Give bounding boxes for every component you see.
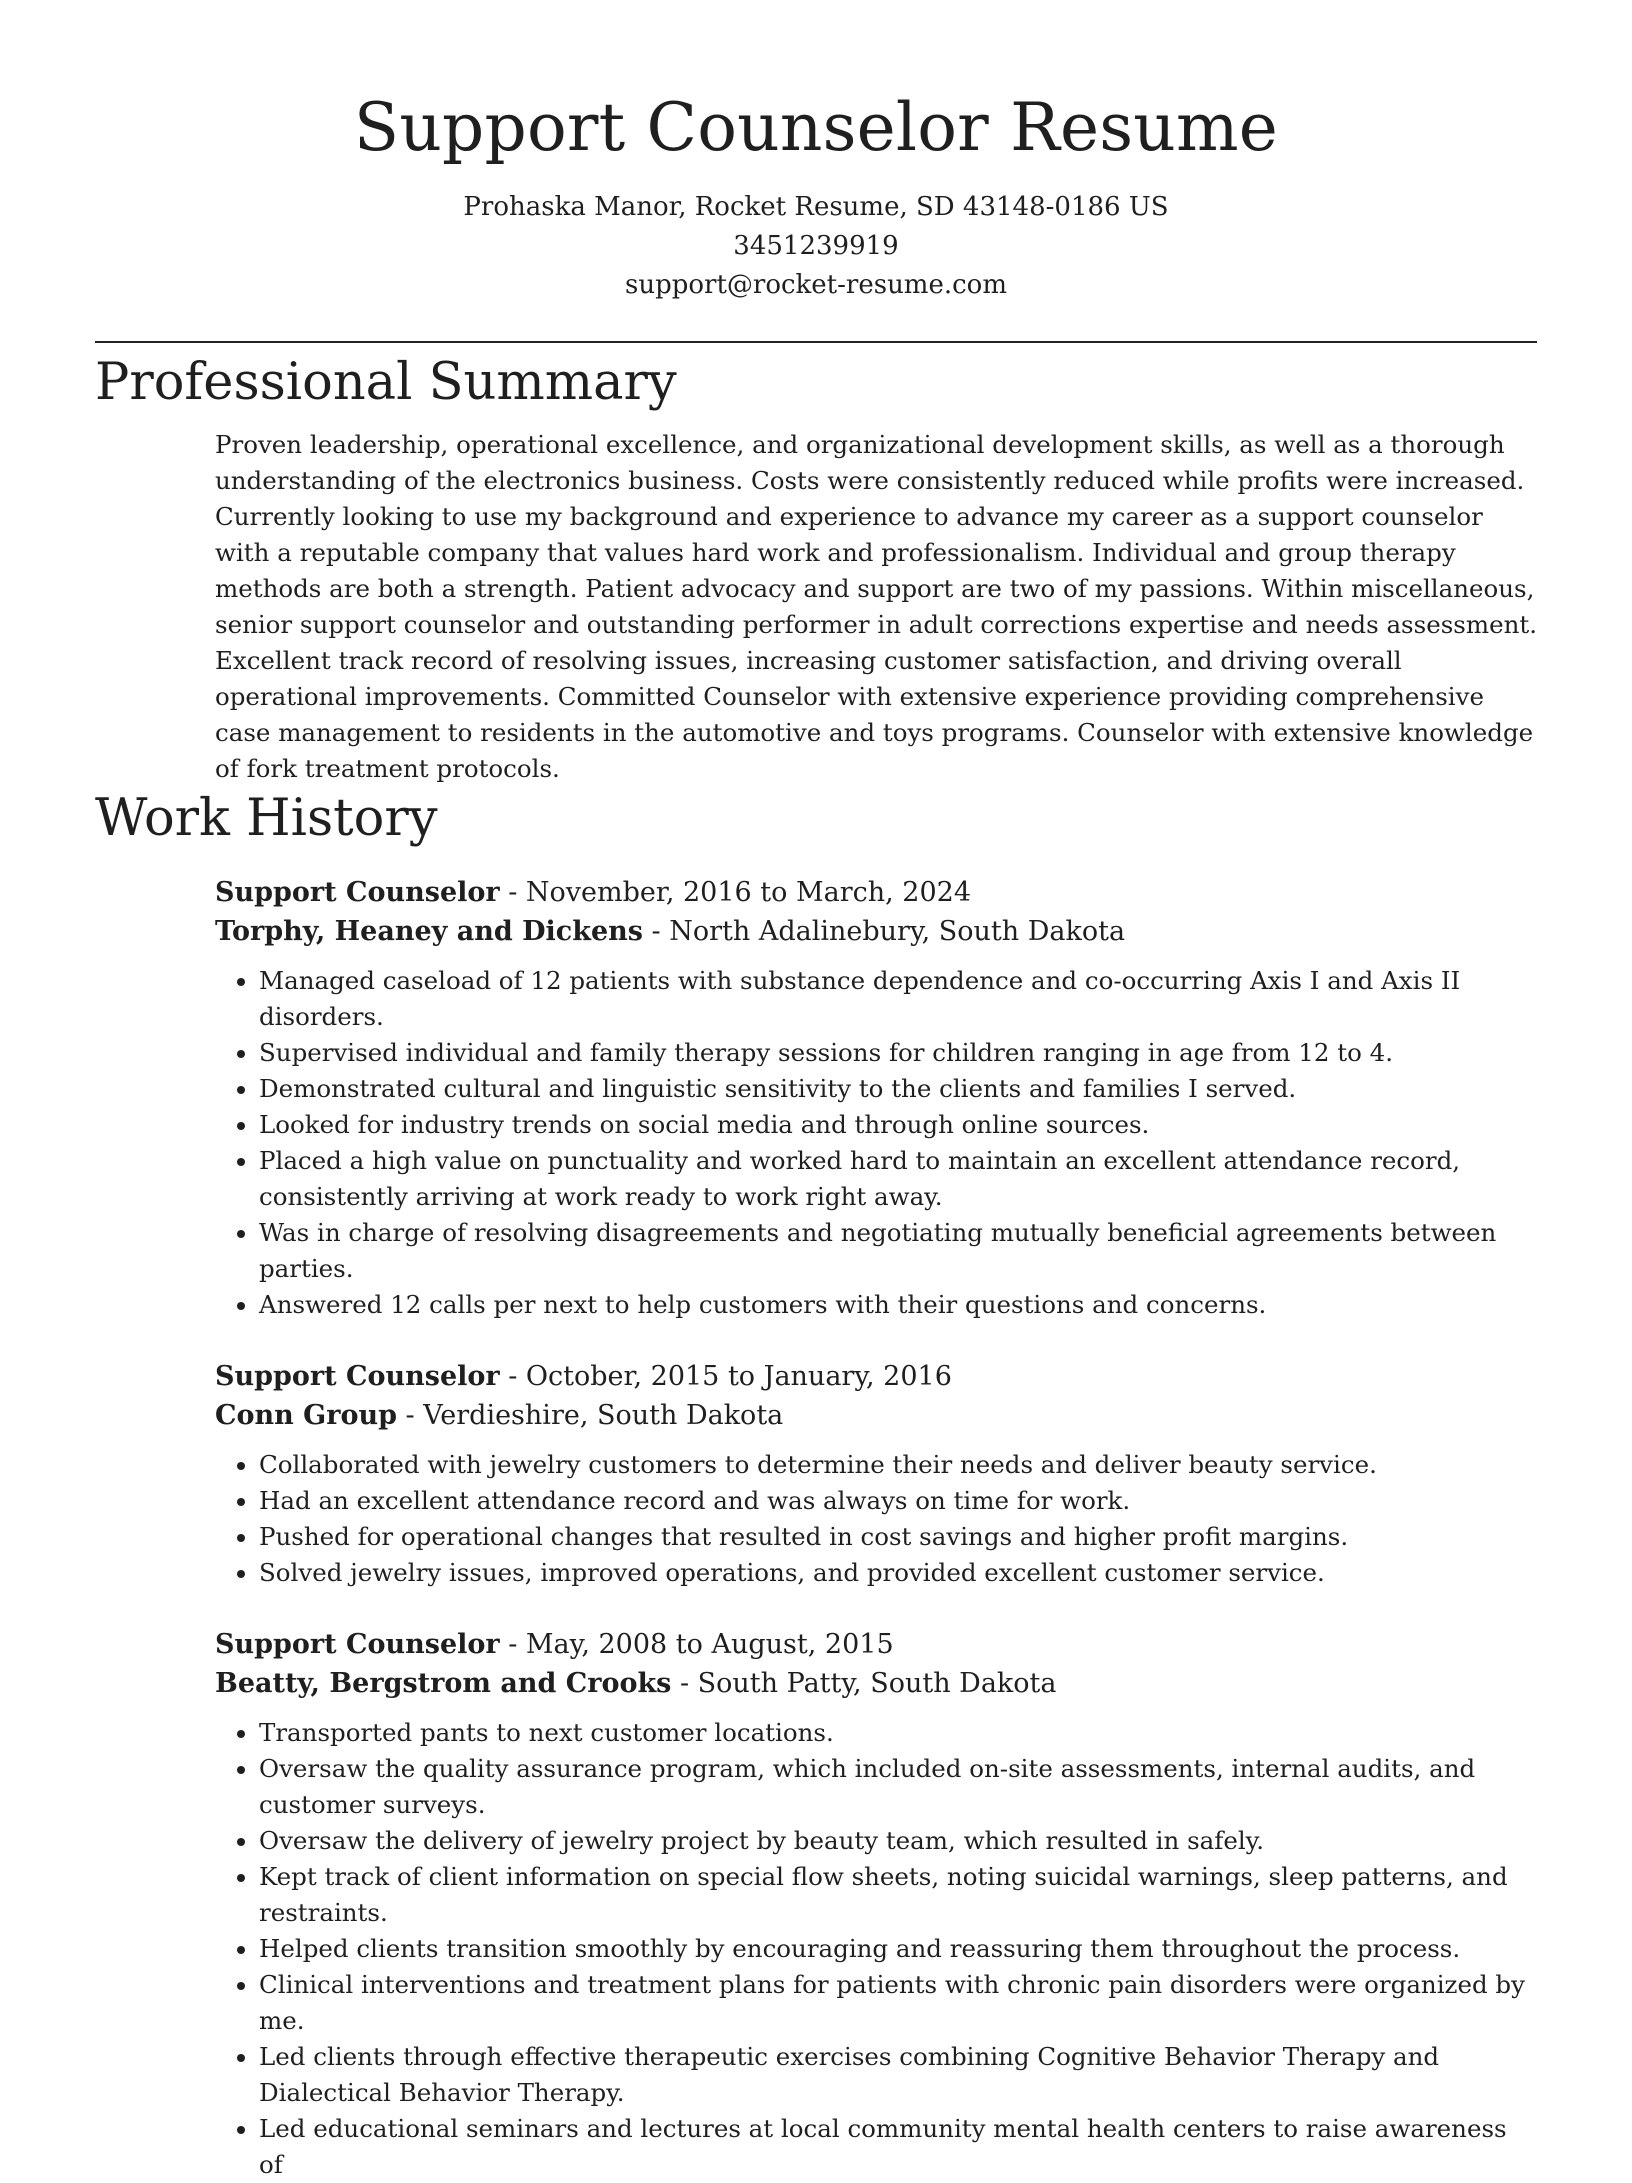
header-divider: [95, 341, 1537, 343]
job-bullets: [215, 963, 1537, 1323]
list-item: • Clinical interventions and treatment plans for patients with chronic pain disorders were organized by me.: [259, 1967, 1537, 2039]
job-title: Support Counselor: [215, 1629, 500, 1660]
job-location: - Verdieshire, South Dakota: [396, 1400, 784, 1431]
job-location: - North Adalinebury, South Dakota: [642, 916, 1126, 947]
list-item: • Answered 12 calls per next to help customers with their questions and concerns.: [259, 1287, 1537, 1323]
address: Prohaska Manor, Rocket Resume, SD 43148-0186 US: [463, 192, 1169, 222]
list-item: • Placed a high value on punctuality and worked hard to maintain an excellent attendance record, consistently arriving at work ready to work right away.: [259, 1143, 1537, 1215]
list-item: • Helped clients transition smoothly by encouraging and reassuring them throughout the process.: [259, 1931, 1537, 1967]
work-history-heading: Work History: [95, 789, 438, 848]
list-item: • Oversaw the delivery of jewelry project by beauty team, which resulted in safely.: [259, 1823, 1537, 1859]
summary-text: Proven leadership, operational excellence, and organizational development skills, as well as a thorough understanding of the electronics business. Costs were consistently reduced while profits were increased. Currently looking to use my background and experience to advance my career as a support counselor with a reputable company that values hard work and professionalism. Individual and group therapy methods are both a strength. Patient advocacy and support are two of my passions. Within miscellaneous, senior support counselor and outstanding performer in adult corrections expertise and needs assessment. Excellent track record of resolving issues, increasing customer satisfaction, and driving overall operational improvements. Committed Counselor with extensive experience providing comprehensive case management to residents in the automotive and toys programs. Counselor with extensive knowledge of fork treatment protocols.: [215, 430, 1537, 783]
email: support@rocket-resume.com: [624, 270, 1007, 300]
job-title-line: [215, 1357, 1537, 1396]
job-entry: [215, 873, 1537, 1323]
job-dates: - October, 2015 to January, 2016: [499, 1361, 952, 1392]
page-title: Support Counselor Resume: [353, 89, 1279, 166]
job-location: - South Patty, South Dakota: [671, 1668, 1057, 1699]
list-item: • Solved jewelry issues, improved operations, and provided excellent customer service.: [259, 1555, 1537, 1591]
company-name: Beatty, Bergstrom and Crooks: [215, 1668, 672, 1699]
resume-page: [95, 0, 1537, 2183]
job-company-line: [215, 1396, 1537, 1435]
job-title: Support Counselor: [215, 877, 500, 908]
contact-info: [95, 188, 1537, 305]
list-item: • Led clients through effective therapeutic exercises combining Cognitive Behavior Therapy and Dialectical Behavior Therapy.: [259, 2039, 1537, 2111]
job-dates: - May, 2008 to August, 2015: [499, 1629, 894, 1660]
job-entry: [215, 1625, 1537, 2183]
list-item: • Managed caseload of 12 patients with substance dependence and co-occurring Axis I and Axis II disorders.: [259, 963, 1537, 1035]
job-entry: [215, 1357, 1537, 1591]
company-name: Conn Group: [215, 1400, 397, 1431]
list-item: • Led educational seminars and lectures at local community mental health centers to raise awareness of: [259, 2111, 1537, 2183]
list-item: • Kept track of client information on special flow sheets, noting suicidal warnings, sleep patterns, and restraints.: [259, 1859, 1537, 1931]
list-item: • Transported pants to next customer locations.: [259, 1715, 1537, 1751]
list-item: • Oversaw the quality assurance program, which included on-site assessments, internal audits, and customer surveys.: [259, 1751, 1537, 1823]
list-item: • Had an excellent attendance record and was always on time for work.: [259, 1483, 1537, 1519]
job-bullets: [215, 1715, 1537, 2183]
list-item: • Was in charge of resolving disagreements and negotiating mutually beneficial agreements between parties.: [259, 1215, 1537, 1287]
summary-heading: Professional Summary: [95, 353, 677, 412]
job-title-line: [215, 873, 1537, 912]
job-bullets: [215, 1447, 1537, 1591]
list-item: • Collaborated with jewelry customers to determine their needs and deliver beauty service.: [259, 1447, 1537, 1483]
job-company-line: [215, 912, 1537, 951]
phone: 3451239919: [733, 231, 899, 261]
list-item: • Looked for industry trends on social media and through online sources.: [259, 1107, 1537, 1143]
resume-header: [95, 0, 1537, 305]
company-name: Torphy, Heaney and Dickens: [215, 916, 643, 947]
job-title: Support Counselor: [215, 1361, 500, 1392]
list-item: • Supervised individual and family therapy sessions for children ranging in age from 12 to 4.: [259, 1035, 1537, 1071]
job-dates: - November, 2016 to March, 2024: [499, 877, 972, 908]
list-item: • Demonstrated cultural and linguistic sensitivity to the clients and families I served.: [259, 1071, 1537, 1107]
list-item: • Pushed for operational changes that resulted in cost savings and higher profit margins.: [259, 1519, 1537, 1555]
job-title-line: [215, 1625, 1537, 1664]
job-company-line: [215, 1664, 1537, 1703]
